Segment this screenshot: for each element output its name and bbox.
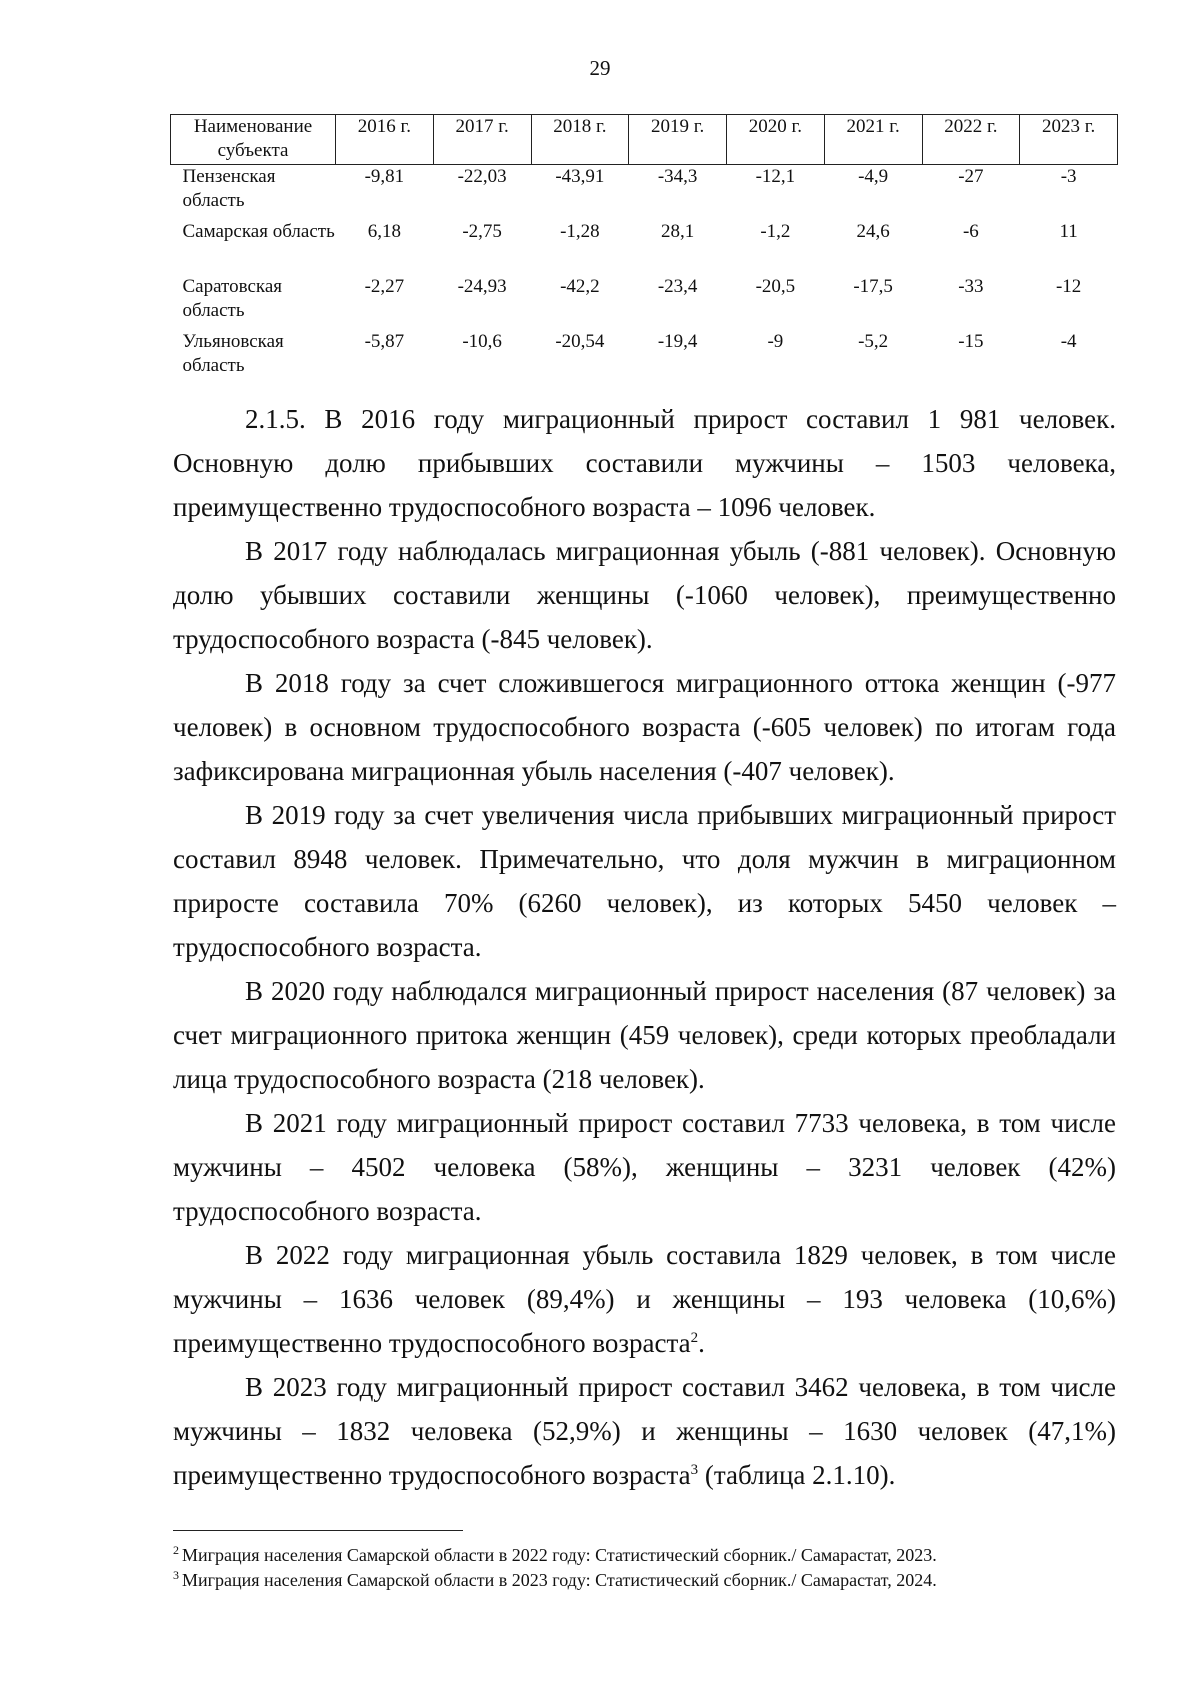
header-2017: 2017 г. [433,115,531,165]
table-cell: -5,2 [858,331,889,352]
footnote-mark: 3 [173,1568,179,1582]
paragraph-2021: В 2021 году миграционный прирост составил 7733 человека, в том числе мужчины – 4502 человека (58%), женщины – 3231 человек (42%) трудоспособного возраста. [173,1108,1116,1226]
table-row [171,165,1118,221]
table-cell: 6,18 [367,221,401,242]
paragraph-2016: 2.1.5. В 2016 году миграционный прирост составил 1 981 человек. Основную долю прибывших составили мужчины – 1503 человека, преимущественно трудоспособного возраста – 1096 человек. [173,404,1116,522]
table-cell: -12 [1055,276,1082,297]
header-2023: 2023 г. [1020,115,1118,165]
header-subject: Наименование субъекта [171,115,336,165]
table-cell: -34,3 [657,166,698,187]
table-cell: -12,1 [755,166,796,187]
paragraph-2020: В 2020 году наблюдался миграционный прирост населения (87 человек) за счет миграционного притока женщин (459 человек), среди которых преобладали лица трудоспособного возраста (218 человек). [173,976,1116,1094]
footnote-text: Миграция населения Самарской области в 2023 году: Статистический сборник./ Самарастат, 2024. [182,1570,937,1590]
table-cell: -5,87 [364,331,405,352]
table-cell: -42,2 [560,276,600,297]
footnote-separator [173,1530,463,1531]
table-cell: -27 [958,166,984,187]
table-cell: -10,6 [462,331,502,352]
table-cell: -9 [767,331,784,352]
paragraph-2023-text: В 2023 году миграционный прирост составил 3462 человека, в том числе мужчины – 1832 человека (52,9%) и женщины – 1630 человек (47,1%) преимущественно трудоспособного возраста [173,1372,1116,1490]
body-text [173,397,1116,1497]
paragraph-2022-text: В 2022 году миграционная убыль составила 1829 человек, в том числе мужчины – 1636 человек (89,4%) и женщины – 193 человека (10,6%) преимущественно трудоспособного возраста [173,1240,1116,1358]
table-cell: -15 [958,331,984,352]
paragraph-2022-tail: . [698,1328,705,1358]
header-2021: 2021 г. [824,115,922,165]
table-cell: -6 [962,221,979,242]
table-row [171,330,1118,385]
footnote-item [173,1568,1116,1593]
paragraph-2018: В 2018 году за счет сложившегося миграционного оттока женщин (-977 человек) в основном трудоспособного возраста (-605 человек) по итогам года зафиксирована миграционная убыль населения (-407 человек). [173,668,1116,786]
table-cell: 28,1 [661,221,695,242]
paragraph-2023-tail: (таблица 2.1.10). [698,1460,896,1490]
table-cell: -22,03 [457,166,507,187]
table-row [171,220,1118,275]
table-cell: -4 [1060,331,1077,352]
header-2019: 2019 г. [629,115,727,165]
migration-table [170,114,1118,385]
table-row [171,275,1118,330]
footnote-ref-2[interactable]: 2 [690,1330,699,1346]
paragraph-2017: В 2017 году наблюдалась миграционная убыль (-881 человек). Основную долю убывших составили женщины (-1060 человек), преимущественно трудоспособного возраста (-845 человек). [173,536,1116,654]
table-cell: -20,54 [555,331,605,352]
paragraph-2023 [173,1365,1116,1497]
row-name: Ульяновская область [182,331,284,376]
table-cell: 24,6 [856,221,890,242]
footnote-mark: 2 [173,1543,179,1557]
table-cell: -33 [958,276,984,297]
row-name: Самарская область [182,221,335,242]
header-2016: 2016 г. [336,115,434,165]
table-cell: -9,81 [364,166,405,187]
table-cell: -2,27 [364,276,405,297]
header-2022: 2022 г. [922,115,1020,165]
table-cell: 11 [1059,221,1078,242]
table-header-row [171,115,1118,165]
table-cell: -2,75 [462,221,502,242]
table-cell: -3 [1060,166,1077,187]
paragraph-2019: В 2019 году за счет увеличения числа прибывших миграционный прирост составил 8948 человек. Примечательно, что доля мужчин в миграционном приросте составила 70% (6260 человек), из которых 5450 человек – трудоспособного возраста. [173,800,1116,962]
footnote-item [173,1543,1116,1568]
paragraph-2022 [173,1233,1116,1365]
row-name: Саратовская область [182,276,283,321]
table-cell: -1,2 [760,221,791,242]
footnotes [173,1543,1116,1593]
page-number: 29 [589,56,611,80]
header-2018: 2018 г. [531,115,629,165]
table-cell: -20,5 [755,276,796,297]
table-cell: -4,9 [858,166,889,187]
table-cell: -23,4 [657,276,698,297]
row-name: Пензенская область [182,166,276,211]
table-cell: -24,93 [457,276,507,297]
header-2020: 2020 г. [727,115,825,165]
footnote-text: Миграция населения Самарской области в 2022 году: Статистический сборник./ Самарастат, 2023. [182,1545,937,1565]
footnote-ref-3[interactable]: 3 [690,1462,699,1478]
table-cell: -43,91 [555,166,605,187]
table-cell: -17,5 [853,276,893,297]
table-cell: -19,4 [657,331,698,352]
table-cell: -1,28 [560,221,600,242]
